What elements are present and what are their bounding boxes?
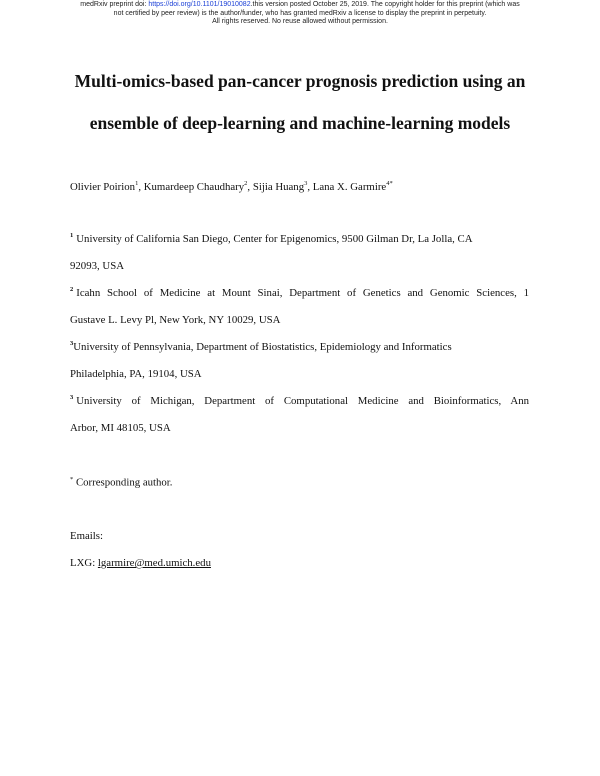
paper-title-line-2: ensemble of deep-learning and machine-learning models <box>89 113 511 133</box>
affiliation <box>70 226 529 280</box>
notice-line-3: All rights reserved. No reuse allowed without permission. <box>212 18 388 26</box>
author-list <box>70 181 393 193</box>
affiliation-text: Icahn School of Medicine at Mount Sinai, Department of Genetics and Genomic Sciences, 1 <box>76 287 529 299</box>
email-line: LXG: lgarmire@med.umich.edu <box>70 557 211 569</box>
author: Sijia Huang$^3$, <box>252 180 313 193</box>
corresponding-author-note: * Corresponding author. <box>70 476 173 489</box>
affiliation-text: Philadelphia, PA, 19104, USA <box>70 368 202 380</box>
notice-line-1: medRxiv preprint doi: https://doi.org/10.1101/19010082.this version posted October 25, 2019. The copyright holder for this preprint (which was <box>80 1 520 8</box>
affiliation-text: Gustave L. Levy Pl, New York, NY 10029, USA <box>70 314 281 326</box>
author: Kumardeep Chaudhary$^2$, <box>143 180 253 193</box>
affiliation <box>70 388 529 442</box>
email-link[interactable]: lgarmire@med.umich.edu <box>97 557 211 569</box>
paper-title-line-1: Multi-omics-based pan-cancer prognosis prediction using an <box>74 71 526 91</box>
author: Olivier Poirion$^1$, <box>70 180 144 193</box>
author: Lana X. Garmire$^{4*}$ <box>312 180 393 193</box>
affiliation-number: 2 <box>70 286 74 293</box>
emails-heading: Emails: <box>70 530 103 542</box>
doi-link[interactable]: https://doi.org/10.1101/19010082 <box>148 1 251 8</box>
preprint-notice <box>30 1 570 27</box>
affiliation-text: Arbor, MI 48105, USA <box>70 422 171 434</box>
affiliation-number: 3 <box>70 394 74 401</box>
affiliation-text: University of Michigan, Department of Computational Medicine and Bioinformatics, Ann <box>76 395 529 407</box>
affiliation-number: 3 <box>70 340 74 347</box>
affiliation <box>70 280 529 334</box>
affiliation-text: 92093, USA <box>70 260 124 272</box>
affiliation-text: University of Pennsylvania, Department of Biostatistics, Epidemiology and Informatics <box>73 341 452 353</box>
affiliation-text: University of California San Diego, Center for Epigenomics, 9500 Gilman Dr, La Jolla, CA <box>76 233 473 245</box>
notice-line-2: not certified by peer review) is the author/funder, who has granted medRxiv a license to display the preprint in perpetuity. <box>113 9 487 17</box>
affiliation <box>70 334 529 388</box>
asterisk-mark: * <box>70 476 74 483</box>
affiliation-number: 1 <box>70 232 74 239</box>
